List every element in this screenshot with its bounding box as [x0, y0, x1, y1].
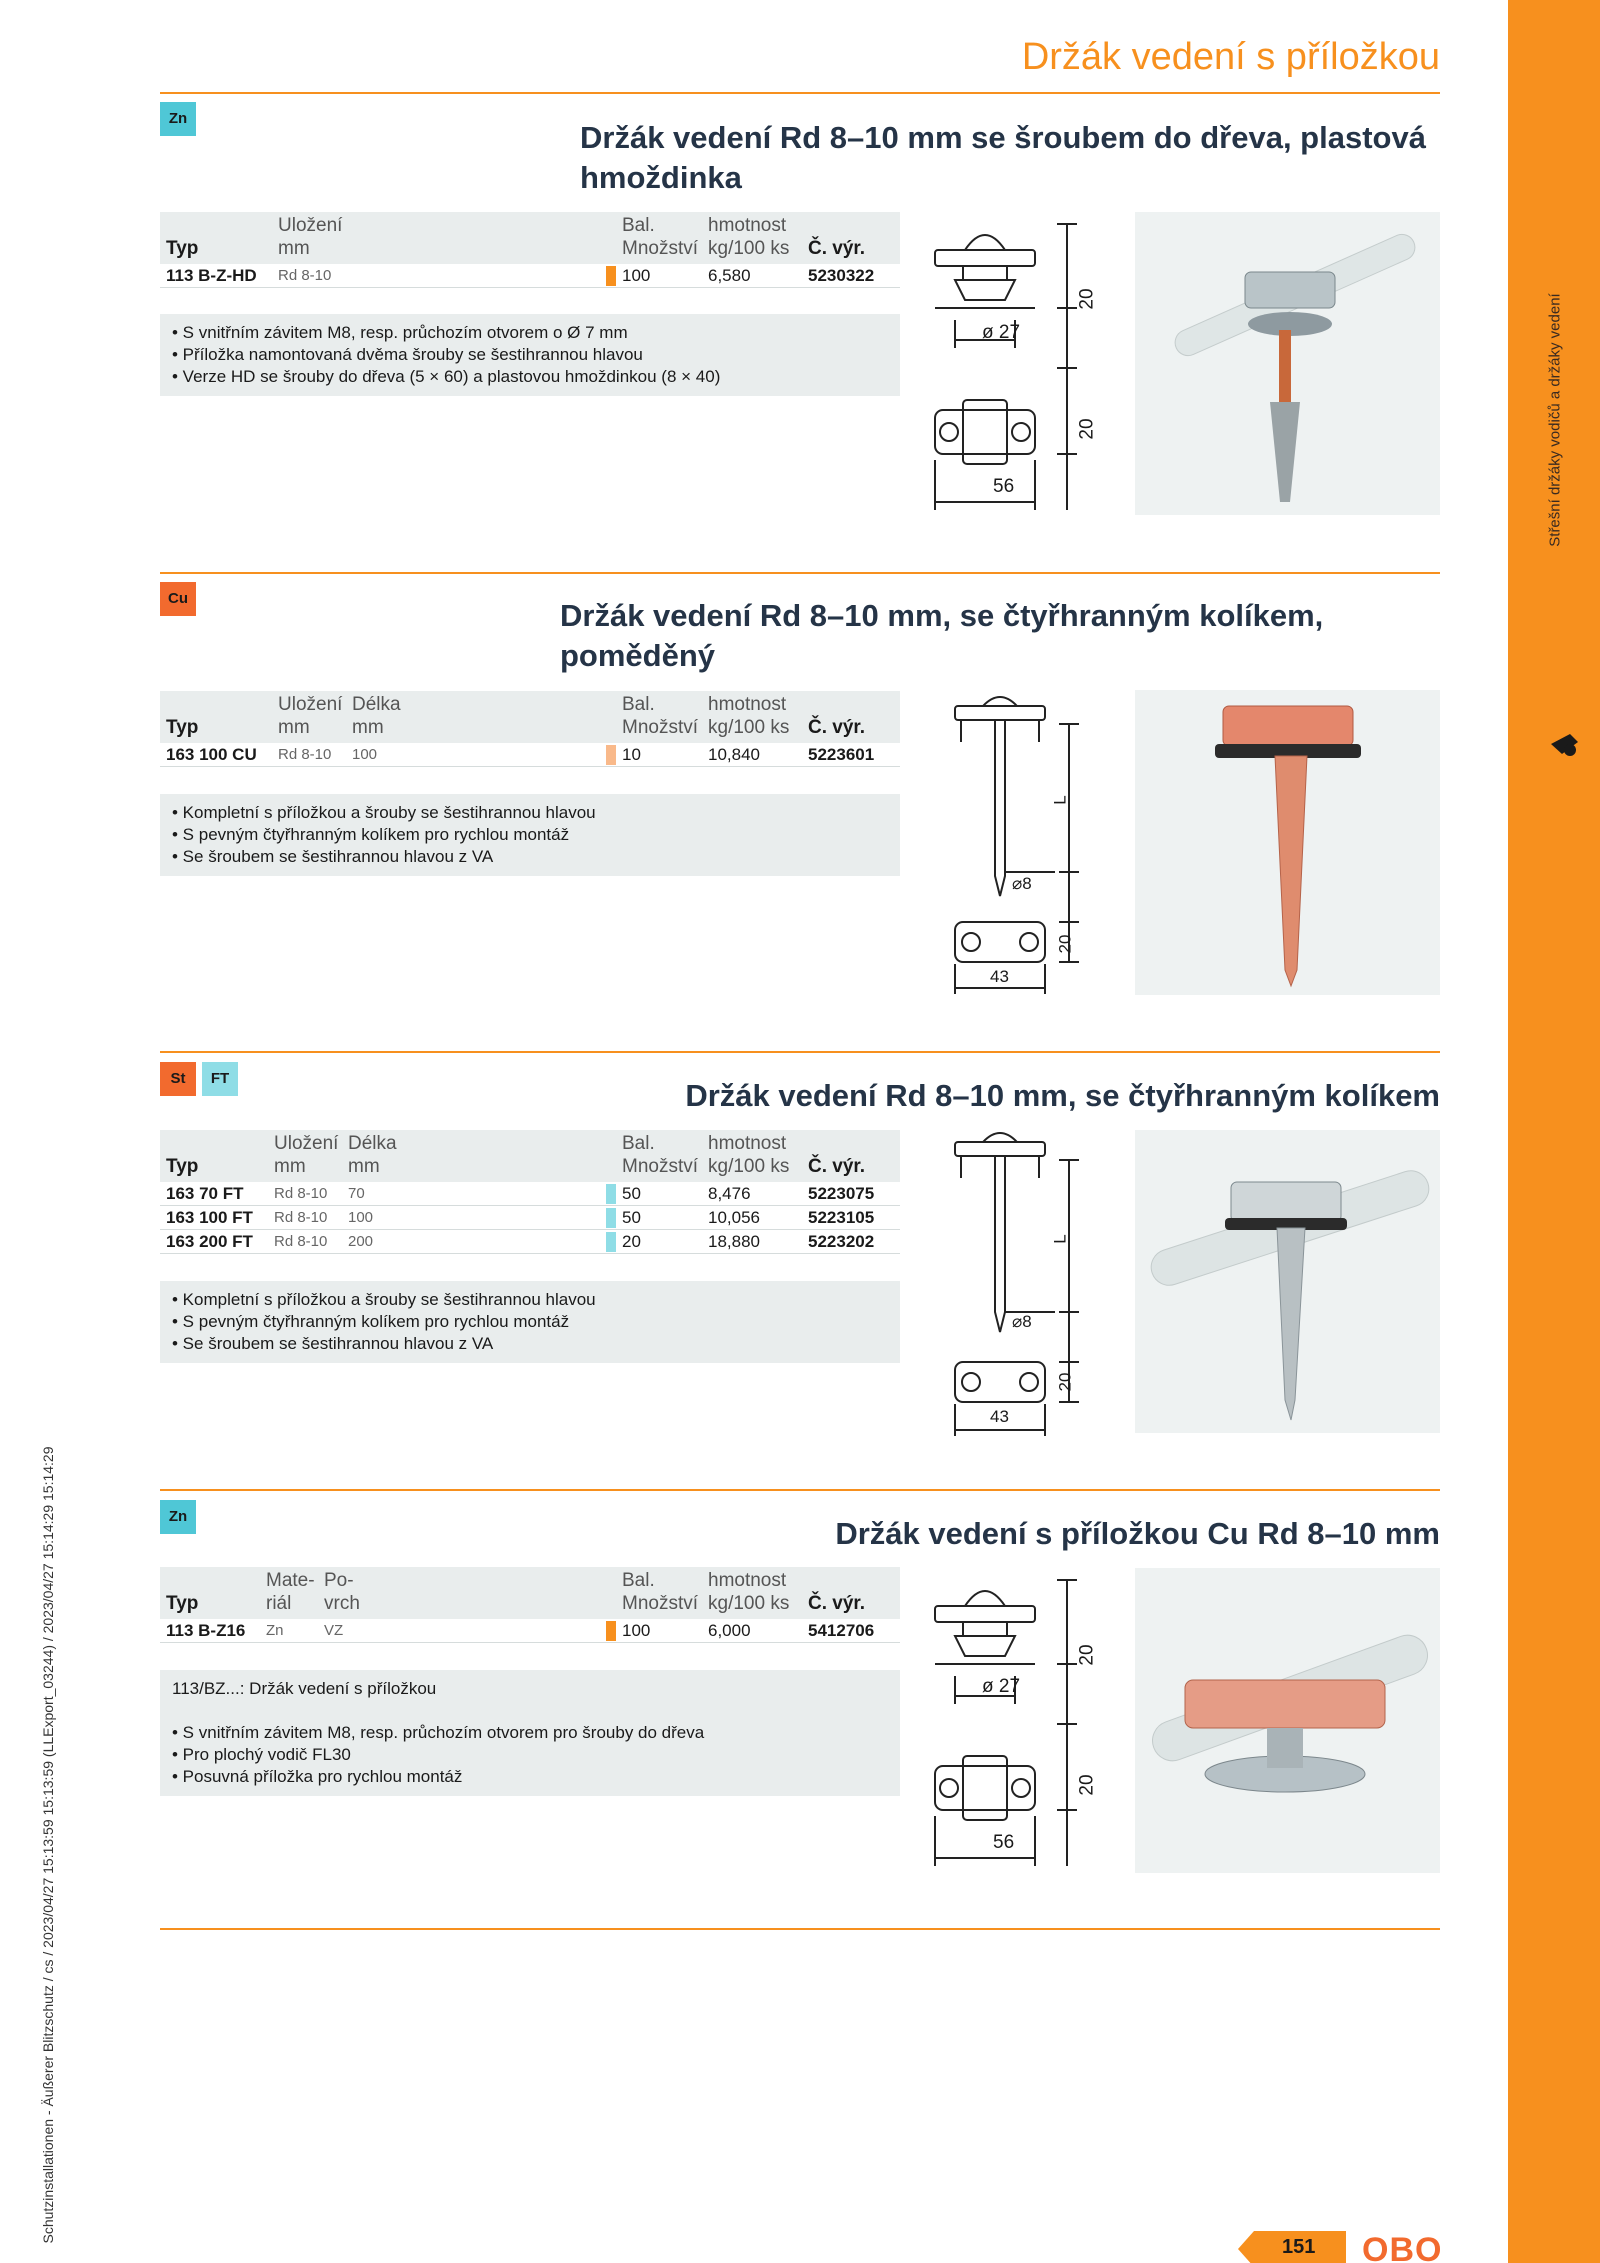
- dimension-label: L: [1050, 1234, 1070, 1244]
- list-item: • Verze HD se šrouby do dřeva (5 × 60) a plastovou hmoždinkou (8 × 40): [172, 367, 721, 386]
- dimension-label: 43: [990, 967, 1009, 986]
- material-badge: Cu: [160, 582, 196, 616]
- technical-drawing: [925, 220, 1120, 520]
- dimension-label: 20: [1076, 1774, 1098, 1796]
- dimension-label: ⌀8: [1012, 1312, 1032, 1331]
- list-item: • Se šroubem se šestihrannou hlavou z VA: [172, 847, 494, 866]
- technical-drawing: [925, 1576, 1120, 1876]
- table-row: 113 B-Z-HD Rd 8-10 100 6,580 5230322: [160, 264, 900, 288]
- color-marker: [606, 1184, 616, 1204]
- dimension-label: 20: [1055, 934, 1075, 954]
- dimension-label: 56: [993, 1832, 1015, 1853]
- list-item: • Se šroubem se šestihrannou hlavou z VA: [172, 1334, 494, 1353]
- technical-drawing: [945, 1132, 1095, 1440]
- product-photo: [1135, 1568, 1440, 1873]
- list-item: • Posuvná příložka pro rychlou montáž: [172, 1767, 463, 1786]
- export-info: Schutzinstallationen - Äußerer Blitzschutz / cs / 2023/04/27 15:13:59 15:13:59 (LLExport_03244) / 2023/04/27 15:14:29 15:14:29: [40, 1446, 56, 2244]
- section-title: Držák vedení Rd 8–10 mm, se čtyřhranným kolíkem: [685, 1078, 1440, 1113]
- list-item: • S pevným čtyřhranným kolíkem pro rychlou montáž: [172, 825, 570, 844]
- product-table: [160, 212, 900, 288]
- color-marker: [606, 1208, 616, 1228]
- dimension-label: 20: [1055, 1372, 1075, 1392]
- divider: [160, 92, 1440, 94]
- dimension-label: 56: [993, 476, 1015, 497]
- page-title: Držák vedení s příložkou: [1021, 36, 1440, 78]
- dimension-label: L: [1050, 795, 1070, 805]
- dimension-label: 20: [1076, 288, 1098, 310]
- section-title: Držák vedení Rd 8–10 mm, se čtyřhranným kolíkem, poměděný: [560, 598, 1324, 673]
- divider: [160, 572, 1440, 574]
- list-item: • Pro plochý vodič FL30: [172, 1745, 351, 1764]
- table-row: 163 200 FT Rd 8-10 200 20 18,880 5223202: [160, 1230, 900, 1254]
- table-header: Uložení mm Typ Bal. Množství hmotnost kg/100 ks Č. výr.: [160, 212, 900, 264]
- product-photo: [1135, 1130, 1440, 1433]
- sidebar-chapter-title: Střešní držáky vodičů a držáky vedení: [1546, 293, 1564, 547]
- table-row: 163 100 CU Rd 8-10 100 10 10,840 5223601: [160, 743, 900, 767]
- table-row: 113 B-Z16 Zn VZ 100 6,000 5412706: [160, 1619, 900, 1643]
- product-photo: [1135, 690, 1440, 995]
- dimension-label: 43: [990, 1407, 1009, 1426]
- dimension-label: 20: [1076, 418, 1098, 440]
- list-item: • Kompletní s příložkou a šrouby se šestihrannou hlavou: [172, 1290, 596, 1309]
- list-item: • Příložka namontovaná dvěma šrouby se šestihrannou hlavou: [172, 345, 643, 364]
- material-badge: Zn: [160, 102, 196, 136]
- color-marker: [606, 1621, 616, 1641]
- color-marker: [606, 745, 616, 765]
- dimension-label: 20: [1076, 1644, 1098, 1666]
- feature-list: [160, 1670, 900, 1796]
- section-title: Držák vedení s příložkou Cu Rd 8–10 mm: [835, 1516, 1440, 1551]
- divider: [160, 1489, 1440, 1491]
- table-header: Uložení mm Délka mm Typ Bal. Množství hmotnost kg/100 ks Č. výr.: [160, 691, 900, 743]
- list-item: • S vnitřním závitem M8, resp. průchozím otvorem o Ø 7 mm: [172, 323, 628, 342]
- section-title: Držák vedení Rd 8–10 mm se šroubem do dřeva, plastová hmoždinka: [580, 120, 1426, 195]
- list-item: [172, 1700, 888, 1722]
- obo-logo: OBO: [1362, 2231, 1443, 2263]
- list-item: 113/BZ...: Držák vedení s příložkou: [172, 1679, 437, 1698]
- list-item: • S vnitřním závitem M8, resp. průchozím otvorem pro šrouby do dřeva: [172, 1723, 705, 1742]
- product-table: [160, 691, 900, 767]
- feature-list: [160, 1281, 900, 1363]
- material-badge: St: [160, 1062, 196, 1096]
- divider: [160, 1051, 1440, 1053]
- product-table: [160, 1130, 900, 1254]
- feature-list: [160, 794, 900, 876]
- dimension-label: ø 27: [982, 322, 1021, 343]
- dimension-label: ø 27: [982, 1676, 1021, 1697]
- product-table: [160, 1567, 900, 1643]
- product-photo: [1135, 212, 1440, 515]
- table-row: 163 70 FT Rd 8-10 70 50 8,476 5223075: [160, 1182, 900, 1206]
- roof-holder-icon: [1548, 728, 1582, 762]
- dimension-label: ⌀8: [1012, 874, 1032, 893]
- color-marker: [606, 266, 616, 286]
- list-item: • S pevným čtyřhranným kolíkem pro rychlou montáž: [172, 1312, 570, 1331]
- divider: [160, 1928, 1440, 1930]
- page-number: 151: [1282, 2236, 1316, 2258]
- color-marker: [606, 1232, 616, 1252]
- finish-badge: FT: [202, 1062, 238, 1096]
- material-badge: Zn: [160, 1500, 196, 1534]
- list-item: • Kompletní s příložkou a šrouby se šestihrannou hlavou: [172, 803, 596, 822]
- feature-list: [160, 314, 900, 396]
- table-row: 163 100 FT Rd 8-10 100 50 10,056 5223105: [160, 1206, 900, 1230]
- table-header: Uložení mm Délka mm Typ Bal. Množství hmotnost kg/100 ks Č. výr.: [160, 1130, 900, 1182]
- table-header: Mate- riál Po- vrch Typ Bal. Množství hmotnost kg/100 ks Č. výr.: [160, 1567, 900, 1619]
